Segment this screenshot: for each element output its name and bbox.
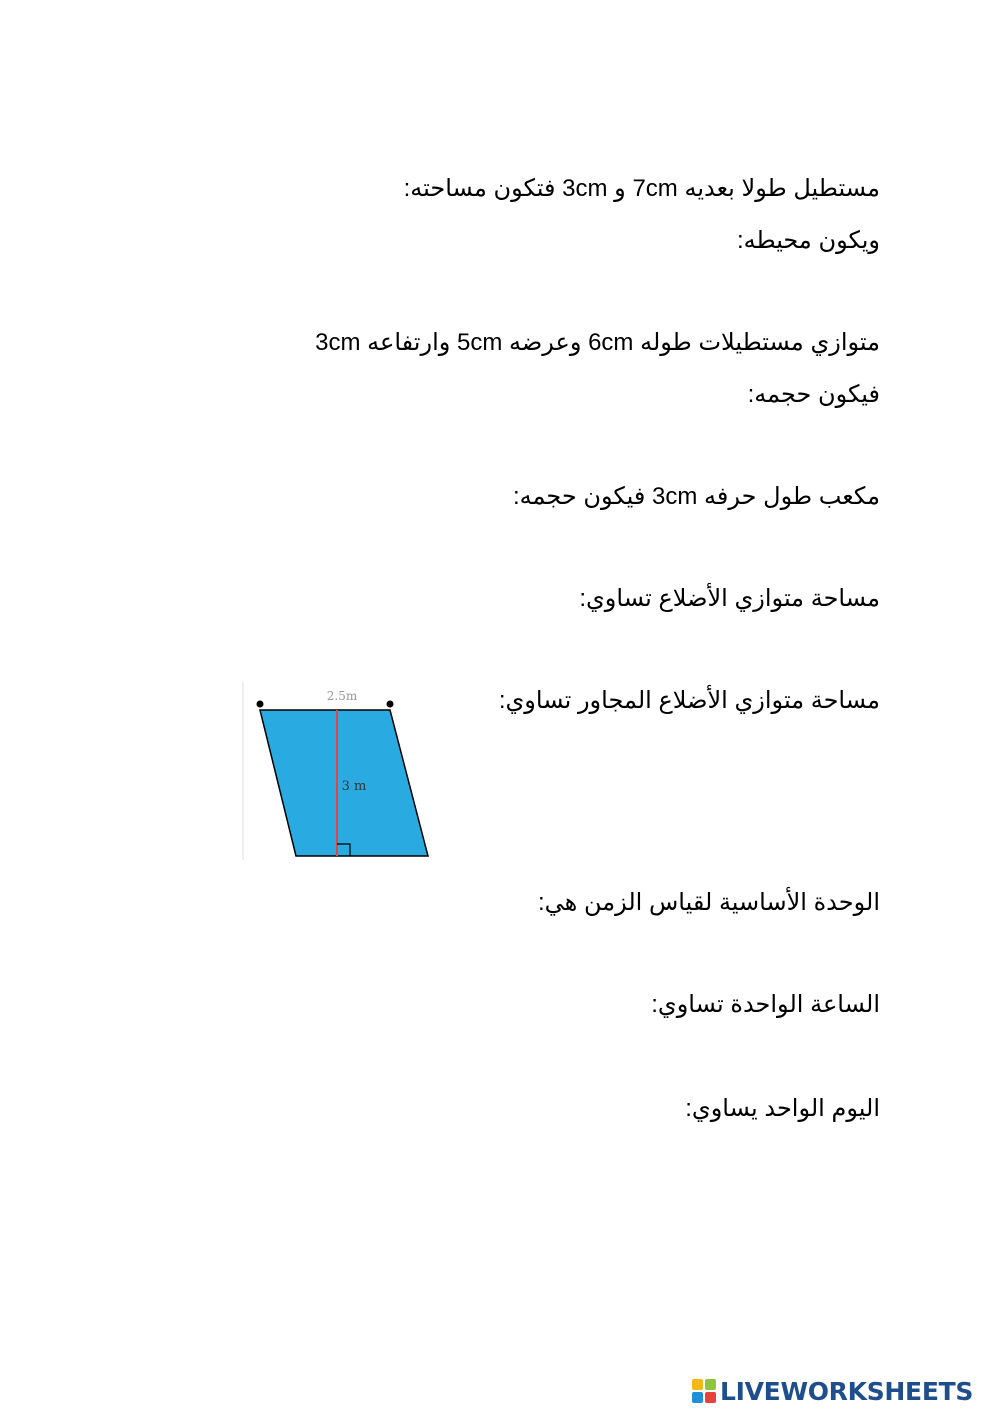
logo-square-green xyxy=(705,1379,716,1390)
question-rectangle-perimeter: ويكون محيطه: xyxy=(736,227,880,254)
liveworksheets-logo-icon xyxy=(692,1379,716,1403)
base-label: 2.5m xyxy=(326,689,358,703)
question-parallelogram-area-formula: مساحة متوازي الأضلاع تساوي: xyxy=(579,585,880,612)
liveworksheets-logo xyxy=(692,1376,973,1406)
height-label: 3 m xyxy=(341,779,367,794)
question-rectangle-area: مستطيل طولا بعديه 7cm و 3cm فتكون مساحته: xyxy=(403,175,880,202)
logo-square-yellow xyxy=(692,1379,703,1390)
parallelogram-figure xyxy=(240,680,440,862)
liveworksheets-logo-text: LIVEWORKSHEETS xyxy=(720,1376,974,1406)
question-one-day: اليوم الواحد يساوي: xyxy=(685,1095,880,1122)
question-cuboid-volume: فيكون حجمه: xyxy=(747,381,880,408)
logo-square-blue xyxy=(692,1392,703,1403)
question-one-hour: الساعة الواحدة تساوي: xyxy=(651,991,880,1018)
question-parallelogram-area-figure: مساحة متوازي الأضلاع المجاور تساوي: xyxy=(498,687,880,714)
logo-square-red xyxy=(705,1392,716,1403)
question-cuboid-dimensions: متوازي مستطيلات طوله 6cm وعرضه 5cm وارتفاعه 3cm xyxy=(315,329,880,356)
question-cube-volume: مكعب طول حرفه 3cm فيكون حجمه: xyxy=(512,483,880,510)
vertex-point-right xyxy=(387,701,394,708)
question-time-base-unit: الوحدة الأساسية لقياس الزمن هي: xyxy=(537,889,880,916)
vertex-point-left xyxy=(257,701,264,708)
